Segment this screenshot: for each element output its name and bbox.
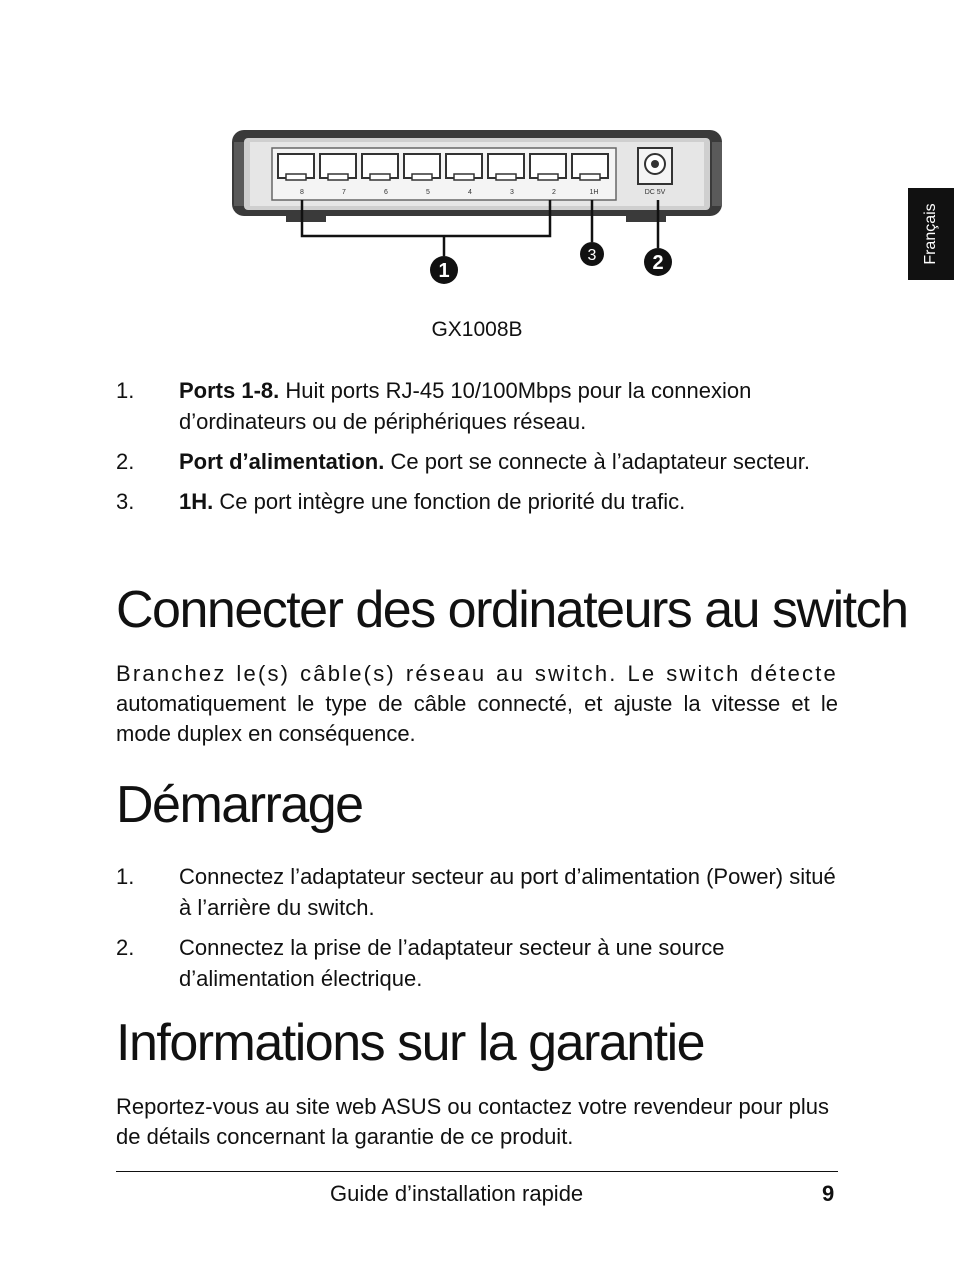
list-item-text: Connectez la prise de l’adaptateur secteur à une source d’alimentation électrique. (179, 935, 725, 991)
list-item-text: Ce port intègre une fonction de priorité du trafic. (213, 489, 686, 514)
list-item-number: 2. (116, 935, 135, 960)
page-number: 9 (822, 1181, 835, 1206)
connect-paragraph (116, 659, 838, 749)
list-item-number: 1. (116, 378, 135, 403)
switch-rear-panel-drawing (226, 124, 730, 292)
warranty-paragraph: Reportez-vous au site web ASUS ou contactez votre revendeur pour plus de détails concernant la garantie de ce produit. (116, 1094, 829, 1149)
callout-1-icon (430, 256, 458, 284)
list-item-text: Connectez l’adaptateur secteur au port d’alimentation (Power) situé à l’arrière du switch. (179, 864, 836, 920)
list-item-number: 2. (116, 449, 135, 474)
svg-text:3: 3 (587, 247, 597, 264)
rj45-port-1h (572, 154, 608, 180)
rj45-port-8 (278, 154, 314, 180)
rj45-port-2 (530, 154, 566, 180)
callout-2-icon (644, 248, 672, 276)
list-item (116, 861, 836, 923)
startup-list (116, 861, 836, 1003)
list-item (116, 446, 836, 477)
callout-3-icon (580, 242, 604, 266)
right-grip (712, 142, 722, 206)
port-label: 4 (468, 189, 472, 196)
list-item-number: 1. (116, 864, 135, 889)
rj45-port-4 (446, 154, 482, 180)
rj45-port-7 (320, 154, 356, 180)
list-item-text: Huit ports RJ-45 10/100Mbps pour la connexion d’ordinateurs ou de périphériques réseau. (179, 378, 752, 434)
dc-label: DC 5V (644, 189, 666, 196)
list-item-term: Ports 1-8. (179, 378, 280, 403)
svg-text:1: 1 (438, 260, 450, 282)
figure-caption: GX1008B (431, 318, 523, 341)
switch-rear-panel-figure (226, 124, 730, 292)
list-item-term: Port d’alimentation. (179, 449, 385, 474)
footer-divider (116, 1171, 838, 1172)
list-item-number: 3. (116, 489, 135, 514)
port-label: 8 (300, 189, 304, 196)
list-item-text: Ce port se connecte à l’adaptateur secteur. (384, 449, 810, 474)
rj45-port-6 (362, 154, 398, 180)
port-label: 7 (342, 189, 346, 196)
svg-text:2: 2 (652, 252, 664, 274)
port-label: 2 (552, 189, 556, 196)
port-label: 3 (510, 189, 514, 196)
list-item (116, 486, 836, 517)
rj45-port-3 (488, 154, 524, 180)
port-label: 5 (426, 189, 430, 196)
section-heading-startup: Démarrage (116, 776, 363, 834)
connect-paragraph-rest: automatiquement le type de câble connecté, et ajuste la vitesse et le mode duplex en conséquence. (116, 691, 838, 746)
list-item-term: 1H. (179, 489, 214, 514)
port-label: 1H (589, 189, 599, 196)
port-label: 6 (384, 189, 388, 196)
section-heading-connect: Connecter des ordinateurs au switch (116, 581, 908, 639)
list-item (116, 932, 836, 994)
rj45-port-5 (404, 154, 440, 180)
language-tab (908, 188, 954, 280)
ports-list (116, 375, 836, 526)
section-heading-warranty: Informations sur la garantie (116, 1014, 705, 1072)
footer-guide-title: Guide d’installation rapide (330, 1181, 584, 1206)
list-item (116, 375, 836, 437)
left-grip (234, 142, 244, 206)
language-tab-label: Français (922, 203, 939, 265)
connect-paragraph-first-line: Branchez le(s) câble(s) réseau au switch. Le switch détecte (116, 661, 838, 686)
